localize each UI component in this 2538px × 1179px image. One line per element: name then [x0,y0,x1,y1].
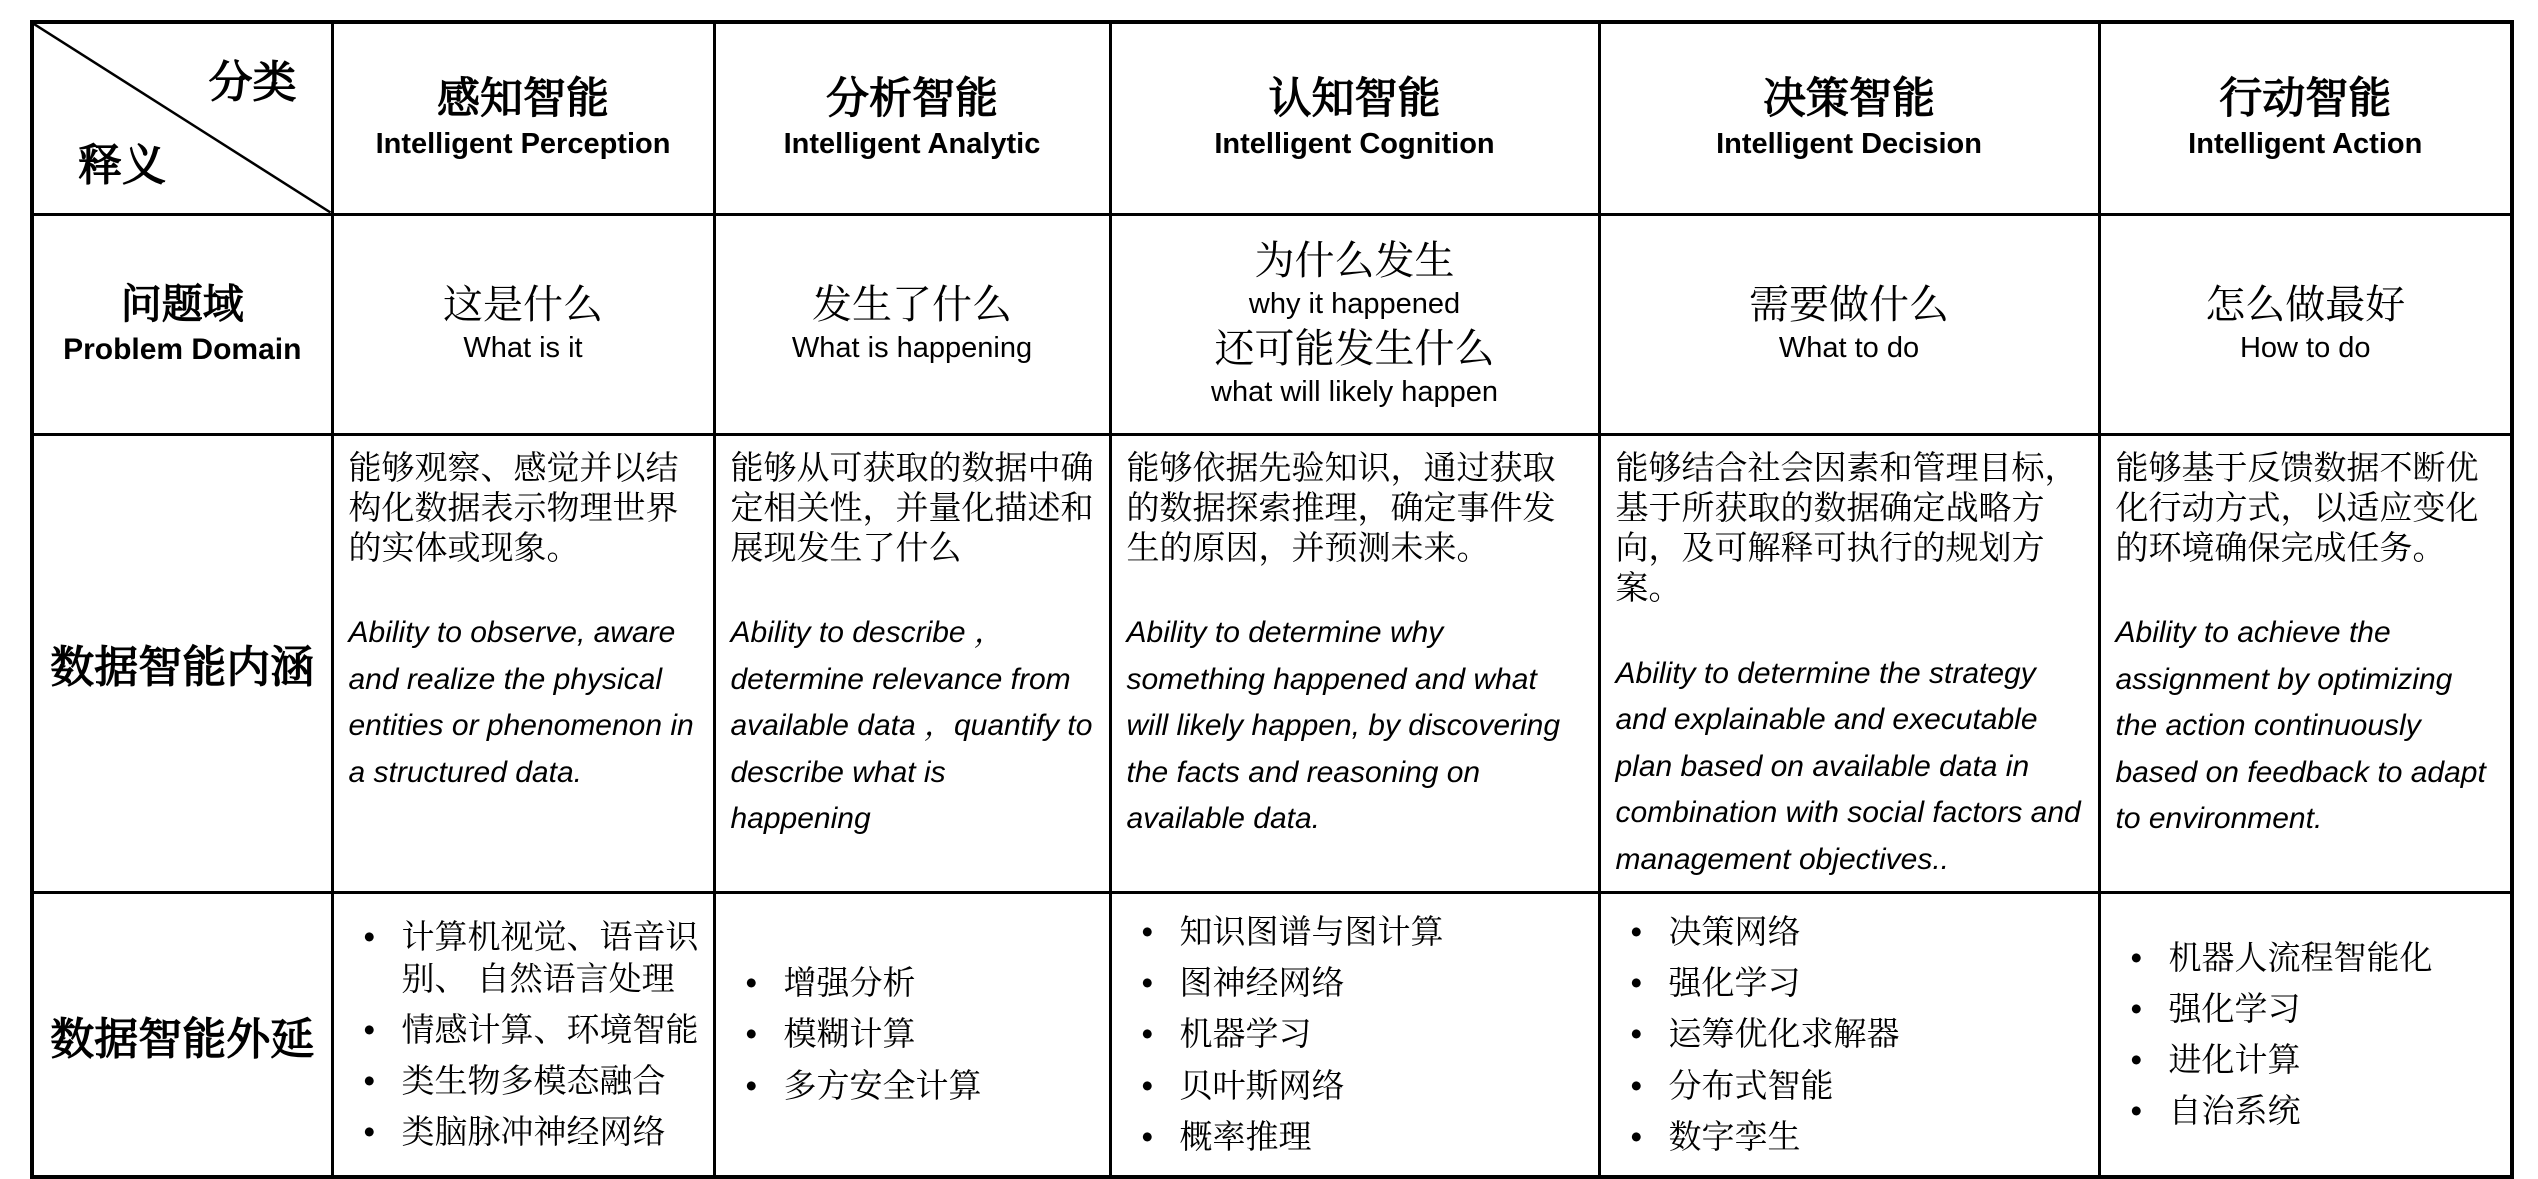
row-label-problem-domain [32,214,332,434]
extension-row [32,893,2512,1178]
problem-action-en: How to do [2239,332,2371,365]
list-item: • 类生物多模态融合 [358,1060,703,1102]
problem-decision-zh: 需要做什么 [1749,283,1949,328]
connotation-analytic-en: Ability to describe ，determine relevance from available data ，quantify to describe what is happening [730,616,1093,836]
list-item: • 数字孪生 [1625,1116,2088,1158]
list-item: • 多方安全计算 [740,1065,1099,1107]
list-item: • 运筹优化求解器 [1625,1013,2088,1055]
connotation-action-en: Ability to achieve the assignment by optimizing the action continuously based on feedback to adapt to environment. [2115,616,2486,836]
extension-perception-list [358,916,703,1154]
list-item: • 进化计算 [2125,1039,2501,1081]
problem-perception-zh: 这是什么 [443,283,603,328]
col-header-cognition [1110,22,1599,214]
problem-decision-en: What to do [1778,332,1920,365]
col-header-analytic [714,22,1110,214]
corner-label-interpretation: 释义 [78,140,166,190]
row-label-extension [32,893,332,1178]
cell-connotation-action [2099,434,2512,893]
connotation-cognition-zh: 能够依据先验知识，通过获取的数据探索推理，确定事件发生的原因，并预测未来。 [1126,448,1556,566]
list-item: • 知识图谱与图计算 [1136,911,1588,953]
connotation-perception-en: Ability to observe, aware and realize the physical entities or phenomenon in a structured data. [348,616,694,789]
extension-analytic-list [740,962,1099,1107]
list-item: • 自治系统 [2125,1090,2501,1132]
list-item: • 贝叶斯网络 [1136,1065,1588,1107]
connotation-action-zh: 能够基于反馈数据不断优化行动方式，以适应变化的环境确保完成任务。 [2115,448,2479,566]
classification-table [30,20,2514,1179]
problem-analytic-en: What is happening [791,332,1033,365]
connotation-cognition-en: Ability to determine why something happened and what will likely happen, by discovering the facts and reasoning on available data. [1126,616,1561,836]
list-item: • 概率推理 [1136,1116,1588,1158]
col-header-analytic-en: Intelligent Analytic [783,128,1041,161]
problem-cognition-zh2: 还可能发生什么 [1214,327,1495,371]
cell-connotation-decision [1599,434,2099,893]
cell-extension-cognition [1110,893,1599,1178]
col-header-perception [332,22,714,214]
cell-connotation-perception [332,434,714,893]
extension-decision-list [1625,911,2088,1158]
list-item: • 机器人流程智能化 [2125,937,2501,979]
corner-label-classification: 分类 [208,58,297,107]
problem-cognition-en2: what will likely happen [1211,376,1498,408]
row-label-extension-text: 数据智能外延 [50,1014,315,1064]
list-item: • 模糊计算 [740,1013,1099,1055]
col-header-analytic-zh: 分析智能 [826,74,998,123]
col-header-decision-zh: 决策智能 [1763,74,1935,123]
list-item: • 情感计算、环境智能 [358,1009,703,1051]
col-header-action-en: Intelligent Action [2188,128,2423,161]
list-item: • 图神经网络 [1136,962,1588,1004]
col-header-decision [1599,22,2099,214]
cell-problem-perception [332,214,714,434]
row-label-connotation [32,434,332,893]
col-header-cognition-en: Intelligent Cognition [1214,128,1495,161]
problem-perception-en: What is it [463,332,583,365]
row-label-problem-domain-zh: 问题域 [120,280,244,327]
row-label-connotation-text: 数据智能内涵 [50,643,315,693]
corner-cell [32,22,332,214]
list-item: • 决策网络 [1625,911,2088,953]
row-label-problem-domain-en: Problem Domain [63,333,302,367]
problem-cognition-zh1: 为什么发生 [1254,239,1455,284]
list-item: • 强化学习 [2125,988,2501,1030]
cell-connotation-cognition [1110,434,1599,893]
cell-extension-decision [1599,893,2099,1178]
extension-action-list [2125,937,2501,1133]
list-item: • 机器学习 [1136,1013,1588,1055]
col-header-cognition-zh: 认知智能 [1268,74,1441,123]
cell-extension-action [2099,893,2512,1178]
col-header-action [2099,22,2512,214]
list-item: • 类脑脉冲神经网络 [358,1111,703,1153]
connotation-row [32,434,2512,893]
list-item: • 分布式智能 [1625,1065,2088,1107]
cell-problem-analytic [714,214,1110,434]
cell-extension-analytic [714,893,1110,1178]
connotation-decision-zh: 能够结合社会因素和管理目标，基于所获取的数据确定战略方向，及可解释可执行的规划方案。 [1615,448,2078,607]
problem-domain-row [32,214,2512,434]
cell-connotation-analytic [714,434,1110,893]
list-item: • 强化学习 [1625,962,2088,1004]
problem-cognition-en1: why it happened [1248,288,1461,321]
connotation-decision-en: Ability to determine the strategy and explainable and executable plan based on available data in combination with social factors and management objectives.. [1615,656,2081,876]
cell-problem-cognition [1110,214,1599,434]
problem-action-zh: 怎么做最好 [2205,283,2406,328]
cell-problem-action [2099,214,2512,434]
connotation-analytic-zh: 能够从可获取的数据中确定相关性，并量化描述和展现发生了什么 [730,448,1094,566]
cell-extension-perception [332,893,714,1178]
problem-analytic-zh: 发生了什么 [812,283,1012,328]
extension-cognition-list [1136,911,1588,1158]
list-item: • 计算机视觉、语音识别、 自然语言处理 [358,916,703,1000]
col-header-decision-en: Intelligent Decision [1716,128,1982,161]
connotation-perception-zh: 能够观察、感觉并以结构化数据表示物理世界的实体或现象。 [348,448,679,566]
col-header-perception-en: Intelligent Perception [375,128,671,161]
col-header-perception-zh: 感知智能 [437,74,609,123]
list-item: • 增强分析 [740,962,1099,1004]
cell-problem-decision [1599,214,2099,434]
header-row [32,22,2512,214]
intelligence-classification-table [30,20,2510,1155]
col-header-action-zh: 行动智能 [2219,74,2392,123]
